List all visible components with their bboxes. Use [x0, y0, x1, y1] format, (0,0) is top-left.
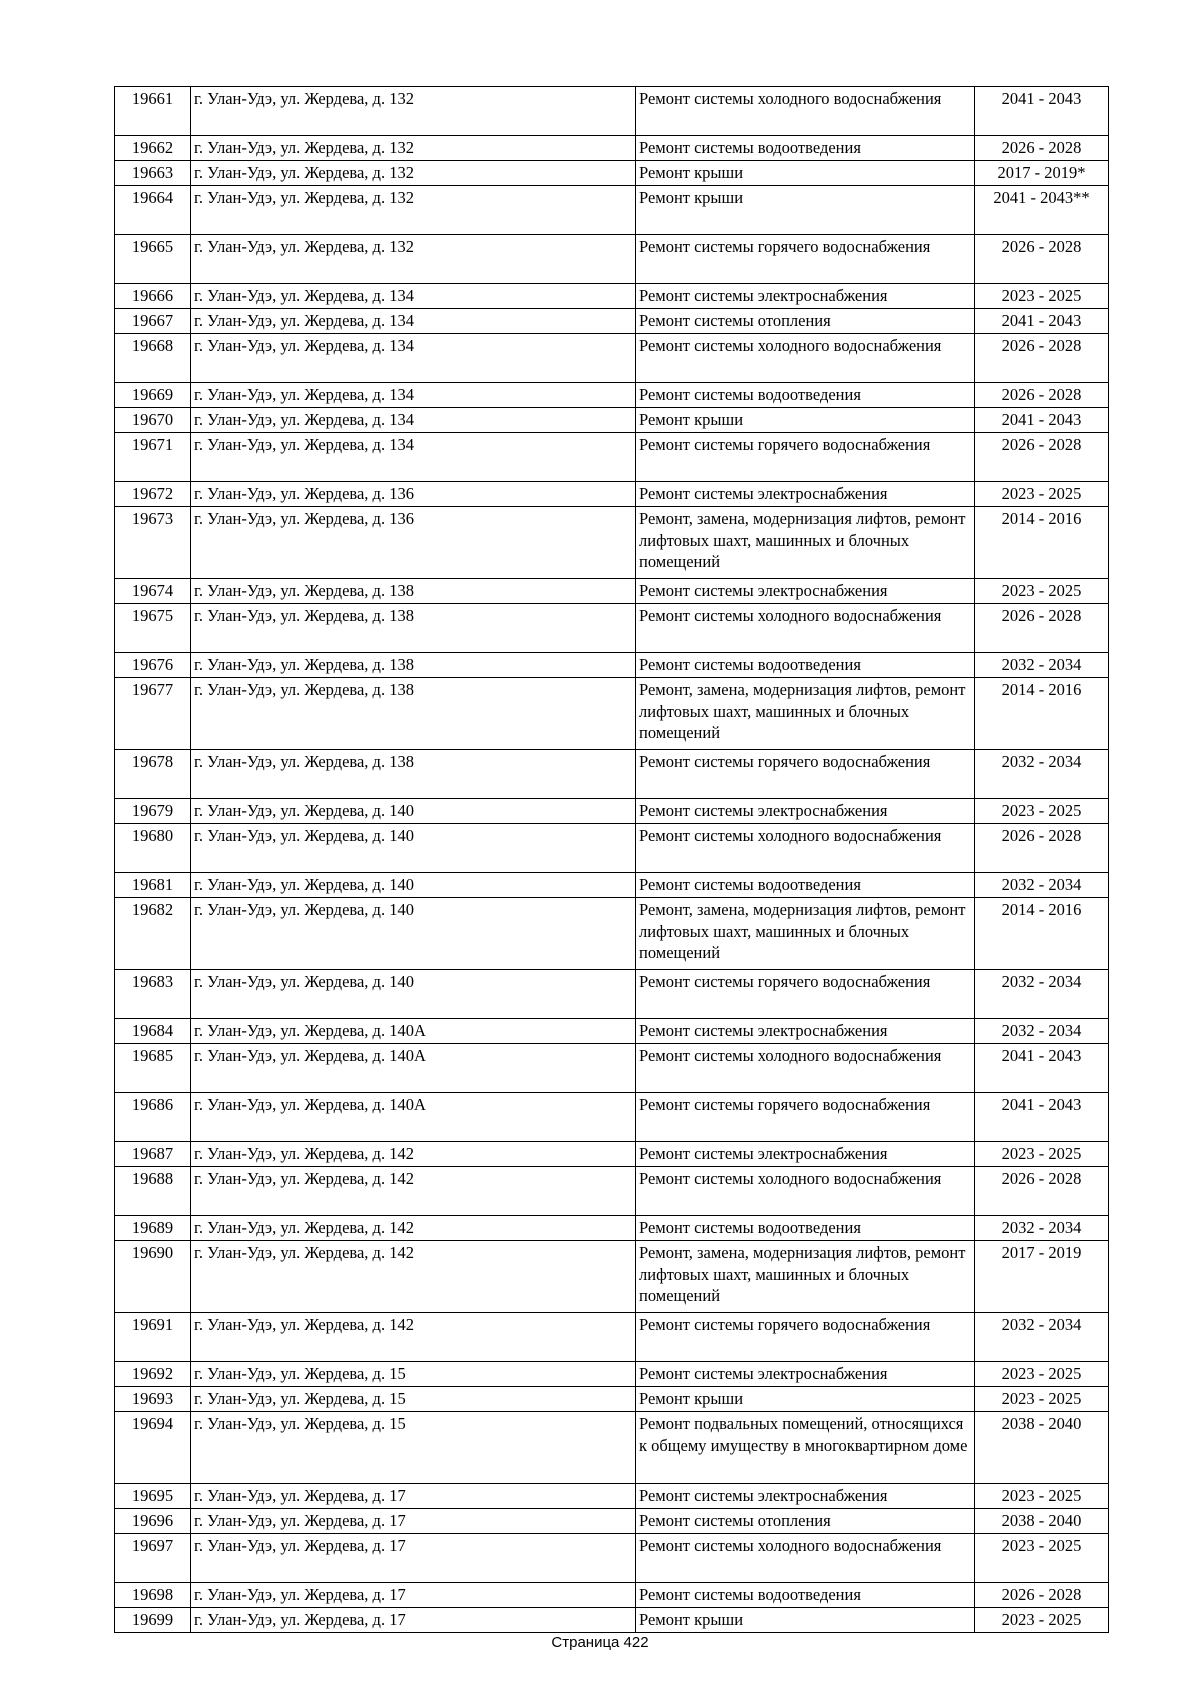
- table-row: [115, 1412, 1109, 1484]
- row-work-type: Ремонт системы отопления: [636, 1509, 975, 1534]
- row-period: 2026 - 2028: [975, 824, 1109, 873]
- row-work-type: Ремонт крыши: [636, 161, 975, 186]
- row-period: 2023 - 2025: [975, 482, 1109, 507]
- row-work-type: Ремонт системы электроснабжения: [636, 579, 975, 604]
- row-address: г. Улан-Удэ, ул. Жердева, д. 138: [191, 750, 636, 799]
- row-address: г. Улан-Удэ, ул. Жердева, д. 142: [191, 1167, 636, 1216]
- row-work-type: Ремонт, замена, модернизация лифтов, ремонт лифтовых шахт, машинных и блочных помещений: [636, 898, 975, 970]
- table-row: [115, 408, 1109, 433]
- row-period: 2032 - 2034: [975, 970, 1109, 1019]
- row-work-type: Ремонт подвальных помещений, относящихся к общему имуществу в многоквартирном доме: [636, 1412, 975, 1484]
- row-work-type: Ремонт, замена, модернизация лифтов, ремонт лифтовых шахт, машинных и блочных помещений: [636, 507, 975, 579]
- row-address: г. Улан-Удэ, ул. Жердева, д. 134: [191, 284, 636, 309]
- row-number: 19677: [115, 678, 191, 750]
- table-row: [115, 87, 1109, 136]
- row-period: 2026 - 2028: [975, 235, 1109, 284]
- table-row: [115, 1509, 1109, 1534]
- row-number: 19672: [115, 482, 191, 507]
- table-row: [115, 1387, 1109, 1412]
- row-work-type: Ремонт системы горячего водоснабжения: [636, 433, 975, 482]
- row-address: г. Улан-Удэ, ул. Жердева, д. 134: [191, 383, 636, 408]
- row-address: г. Улан-Удэ, ул. Жердева, д. 17: [191, 1484, 636, 1509]
- row-number: 19666: [115, 284, 191, 309]
- row-period: 2032 - 2034: [975, 750, 1109, 799]
- row-period: 2041 - 2043: [975, 309, 1109, 334]
- row-address: г. Улан-Удэ, ул. Жердева, д. 134: [191, 408, 636, 433]
- row-address: г. Улан-Удэ, ул. Жердева, д. 142: [191, 1142, 636, 1167]
- row-number: 19682: [115, 898, 191, 970]
- row-address: г. Улан-Удэ, ул. Жердева, д. 138: [191, 579, 636, 604]
- row-period: 2026 - 2028: [975, 136, 1109, 161]
- table-row: [115, 383, 1109, 408]
- row-number: 19678: [115, 750, 191, 799]
- row-address: г. Улан-Удэ, ул. Жердева, д. 140: [191, 799, 636, 824]
- row-number: 19685: [115, 1044, 191, 1093]
- row-work-type: Ремонт системы электроснабжения: [636, 284, 975, 309]
- row-period: 2032 - 2034: [975, 1216, 1109, 1241]
- row-period: 2023 - 2025: [975, 1387, 1109, 1412]
- row-period: 2041 - 2043: [975, 1044, 1109, 1093]
- row-number: 19696: [115, 1509, 191, 1534]
- row-number: 19662: [115, 136, 191, 161]
- row-address: г. Улан-Удэ, ул. Жердева, д. 138: [191, 604, 636, 653]
- row-period: 2038 - 2040: [975, 1509, 1109, 1534]
- row-number: 19686: [115, 1093, 191, 1142]
- row-work-type: Ремонт системы электроснабжения: [636, 482, 975, 507]
- row-address: г. Улан-Удэ, ул. Жердева, д. 17: [191, 1608, 636, 1633]
- row-number: 19665: [115, 235, 191, 284]
- row-address: г. Улан-Удэ, ул. Жердева, д. 132: [191, 186, 636, 235]
- row-work-type: Ремонт системы водоотведения: [636, 873, 975, 898]
- row-period: 2041 - 2043: [975, 408, 1109, 433]
- row-address: г. Улан-Удэ, ул. Жердева, д. 140: [191, 898, 636, 970]
- row-address: г. Улан-Удэ, ул. Жердева, д. 140: [191, 873, 636, 898]
- row-work-type: Ремонт системы холодного водоснабжения: [636, 1534, 975, 1583]
- row-number: 19691: [115, 1313, 191, 1362]
- table-row: [115, 235, 1109, 284]
- table-row: [115, 161, 1109, 186]
- row-period: 2014 - 2016: [975, 678, 1109, 750]
- table-row: [115, 186, 1109, 235]
- row-work-type: Ремонт крыши: [636, 186, 975, 235]
- row-number: 19694: [115, 1412, 191, 1484]
- table-row: [115, 604, 1109, 653]
- row-period: 2032 - 2034: [975, 1313, 1109, 1362]
- row-number: 19679: [115, 799, 191, 824]
- row-period: 2041 - 2043: [975, 87, 1109, 136]
- row-period: 2017 - 2019: [975, 1241, 1109, 1313]
- row-number: 19663: [115, 161, 191, 186]
- row-work-type: Ремонт системы горячего водоснабжения: [636, 750, 975, 799]
- row-work-type: Ремонт системы горячего водоснабжения: [636, 1093, 975, 1142]
- row-period: 2041 - 2043**: [975, 186, 1109, 235]
- row-number: 19688: [115, 1167, 191, 1216]
- row-period: 2026 - 2028: [975, 1167, 1109, 1216]
- row-address: г. Улан-Удэ, ул. Жердева, д. 132: [191, 235, 636, 284]
- row-period: 2023 - 2025: [975, 1362, 1109, 1387]
- row-address: г. Улан-Удэ, ул. Жердева, д. 15: [191, 1387, 636, 1412]
- row-work-type: Ремонт системы водоотведения: [636, 383, 975, 408]
- row-period: 2023 - 2025: [975, 1484, 1109, 1509]
- row-number: 19683: [115, 970, 191, 1019]
- table-row: [115, 1608, 1109, 1633]
- row-address: г. Улан-Удэ, ул. Жердева, д. 132: [191, 136, 636, 161]
- row-work-type: Ремонт, замена, модернизация лифтов, ремонт лифтовых шахт, машинных и блочных помещений: [636, 678, 975, 750]
- table-row: [115, 482, 1109, 507]
- table-row: [115, 334, 1109, 383]
- row-address: г. Улан-Удэ, ул. Жердева, д. 140А: [191, 1019, 636, 1044]
- row-address: г. Улан-Удэ, ул. Жердева, д. 140А: [191, 1093, 636, 1142]
- row-number: 19664: [115, 186, 191, 235]
- row-work-type: Ремонт системы холодного водоснабжения: [636, 824, 975, 873]
- row-number: 19695: [115, 1484, 191, 1509]
- table-row: [115, 1241, 1109, 1313]
- row-work-type: Ремонт системы холодного водоснабжения: [636, 87, 975, 136]
- table-row: [115, 1313, 1109, 1362]
- row-number: 19675: [115, 604, 191, 653]
- row-work-type: Ремонт системы электроснабжения: [636, 1142, 975, 1167]
- row-address: г. Улан-Удэ, ул. Жердева, д. 134: [191, 433, 636, 482]
- row-number: 19690: [115, 1241, 191, 1313]
- row-address: г. Улан-Удэ, ул. Жердева, д. 140: [191, 824, 636, 873]
- table-row: [115, 873, 1109, 898]
- table-row: [115, 653, 1109, 678]
- row-work-type: Ремонт системы холодного водоснабжения: [636, 334, 975, 383]
- table-body: [115, 87, 1109, 1633]
- row-work-type: Ремонт системы электроснабжения: [636, 1484, 975, 1509]
- table-row: [115, 1216, 1109, 1241]
- row-period: 2023 - 2025: [975, 1534, 1109, 1583]
- row-work-type: Ремонт системы отопления: [636, 309, 975, 334]
- row-period: 2023 - 2025: [975, 1142, 1109, 1167]
- row-period: 2026 - 2028: [975, 334, 1109, 383]
- table-row: [115, 1534, 1109, 1583]
- row-work-type: Ремонт системы горячего водоснабжения: [636, 235, 975, 284]
- row-number: 19674: [115, 579, 191, 604]
- table-row: [115, 1142, 1109, 1167]
- row-number: 19692: [115, 1362, 191, 1387]
- row-address: г. Улан-Удэ, ул. Жердева, д. 132: [191, 161, 636, 186]
- table-row: [115, 750, 1109, 799]
- row-work-type: Ремонт системы горячего водоснабжения: [636, 1313, 975, 1362]
- row-work-type: Ремонт системы электроснабжения: [636, 1019, 975, 1044]
- table-row: [115, 678, 1109, 750]
- row-work-type: Ремонт системы холодного водоснабжения: [636, 1167, 975, 1216]
- row-period: 2026 - 2028: [975, 383, 1109, 408]
- row-period: 2026 - 2028: [975, 604, 1109, 653]
- row-number: 19680: [115, 824, 191, 873]
- row-period: 2017 - 2019*: [975, 161, 1109, 186]
- row-number: 19684: [115, 1019, 191, 1044]
- row-period: 2032 - 2034: [975, 873, 1109, 898]
- row-period: 2026 - 2028: [975, 433, 1109, 482]
- row-number: 19699: [115, 1608, 191, 1633]
- row-work-type: Ремонт системы холодного водоснабжения: [636, 604, 975, 653]
- row-period: 2023 - 2025: [975, 1608, 1109, 1633]
- row-address: г. Улан-Удэ, ул. Жердева, д. 142: [191, 1216, 636, 1241]
- row-number: 19668: [115, 334, 191, 383]
- table-row: [115, 507, 1109, 579]
- row-address: г. Улан-Удэ, ул. Жердева, д. 134: [191, 309, 636, 334]
- row-work-type: Ремонт крыши: [636, 1387, 975, 1412]
- table-row: [115, 579, 1109, 604]
- row-address: г. Улан-Удэ, ул. Жердева, д. 138: [191, 653, 636, 678]
- table-row: [115, 1484, 1109, 1509]
- row-address: г. Улан-Удэ, ул. Жердева, д. 15: [191, 1362, 636, 1387]
- table-row: [115, 284, 1109, 309]
- row-work-type: Ремонт, замена, модернизация лифтов, ремонт лифтовых шахт, машинных и блочных помещений: [636, 1241, 975, 1313]
- row-number: 19693: [115, 1387, 191, 1412]
- table-row: [115, 970, 1109, 1019]
- row-work-type: Ремонт системы электроснабжения: [636, 1362, 975, 1387]
- row-address: г. Улан-Удэ, ул. Жердева, д. 140А: [191, 1044, 636, 1093]
- row-number: 19661: [115, 87, 191, 136]
- table-row: [115, 1093, 1109, 1142]
- row-period: 2023 - 2025: [975, 579, 1109, 604]
- row-work-type: Ремонт крыши: [636, 1608, 975, 1633]
- row-number: 19670: [115, 408, 191, 433]
- row-number: 19687: [115, 1142, 191, 1167]
- row-address: г. Улан-Удэ, ул. Жердева, д. 142: [191, 1241, 636, 1313]
- table-row: [115, 1167, 1109, 1216]
- row-period: 2038 - 2040: [975, 1412, 1109, 1484]
- table-row: [115, 799, 1109, 824]
- row-address: г. Улан-Удэ, ул. Жердева, д. 17: [191, 1509, 636, 1534]
- row-number: 19667: [115, 309, 191, 334]
- table-row: [115, 1362, 1109, 1387]
- row-work-type: Ремонт системы электроснабжения: [636, 799, 975, 824]
- row-period: 2023 - 2025: [975, 799, 1109, 824]
- table-row: [115, 898, 1109, 970]
- capital-repair-table: [114, 86, 1109, 1633]
- row-number: 19689: [115, 1216, 191, 1241]
- table-row: [115, 1044, 1109, 1093]
- table-row: [115, 1583, 1109, 1608]
- row-period: 2032 - 2034: [975, 1019, 1109, 1044]
- row-address: г. Улан-Удэ, ул. Жердева, д. 138: [191, 678, 636, 750]
- row-address: г. Улан-Удэ, ул. Жердева, д. 136: [191, 482, 636, 507]
- row-period: 2041 - 2043: [975, 1093, 1109, 1142]
- row-period: 2023 - 2025: [975, 284, 1109, 309]
- row-period: 2014 - 2016: [975, 507, 1109, 579]
- row-work-type: Ремонт системы водоотведения: [636, 1216, 975, 1241]
- row-work-type: Ремонт системы горячего водоснабжения: [636, 970, 975, 1019]
- row-address: г. Улан-Удэ, ул. Жердева, д. 132: [191, 87, 636, 136]
- row-work-type: Ремонт системы водоотведения: [636, 136, 975, 161]
- row-number: 19669: [115, 383, 191, 408]
- row-address: г. Улан-Удэ, ул. Жердева, д. 15: [191, 1412, 636, 1484]
- row-work-type: Ремонт системы водоотведения: [636, 653, 975, 678]
- row-period: 2014 - 2016: [975, 898, 1109, 970]
- table-row: [115, 309, 1109, 334]
- row-address: г. Улан-Удэ, ул. Жердева, д. 136: [191, 507, 636, 579]
- page-number: Страница 422: [551, 1634, 649, 1651]
- page-footer: [0, 1634, 1200, 1651]
- row-address: г. Улан-Удэ, ул. Жердева, д. 140: [191, 970, 636, 1019]
- table-row: [115, 824, 1109, 873]
- table-row: [115, 136, 1109, 161]
- row-period: 2026 - 2028: [975, 1583, 1109, 1608]
- row-number: 19697: [115, 1534, 191, 1583]
- row-address: г. Улан-Удэ, ул. Жердева, д. 142: [191, 1313, 636, 1362]
- row-period: 2032 - 2034: [975, 653, 1109, 678]
- table-row: [115, 433, 1109, 482]
- row-number: 19698: [115, 1583, 191, 1608]
- row-address: г. Улан-Удэ, ул. Жердева, д. 17: [191, 1583, 636, 1608]
- row-work-type: Ремонт крыши: [636, 408, 975, 433]
- row-number: 19681: [115, 873, 191, 898]
- row-work-type: Ремонт системы холодного водоснабжения: [636, 1044, 975, 1093]
- row-number: 19671: [115, 433, 191, 482]
- row-work-type: Ремонт системы водоотведения: [636, 1583, 975, 1608]
- row-number: 19676: [115, 653, 191, 678]
- row-address: г. Улан-Удэ, ул. Жердева, д. 134: [191, 334, 636, 383]
- table-row: [115, 1019, 1109, 1044]
- row-address: г. Улан-Удэ, ул. Жердева, д. 17: [191, 1534, 636, 1583]
- row-number: 19673: [115, 507, 191, 579]
